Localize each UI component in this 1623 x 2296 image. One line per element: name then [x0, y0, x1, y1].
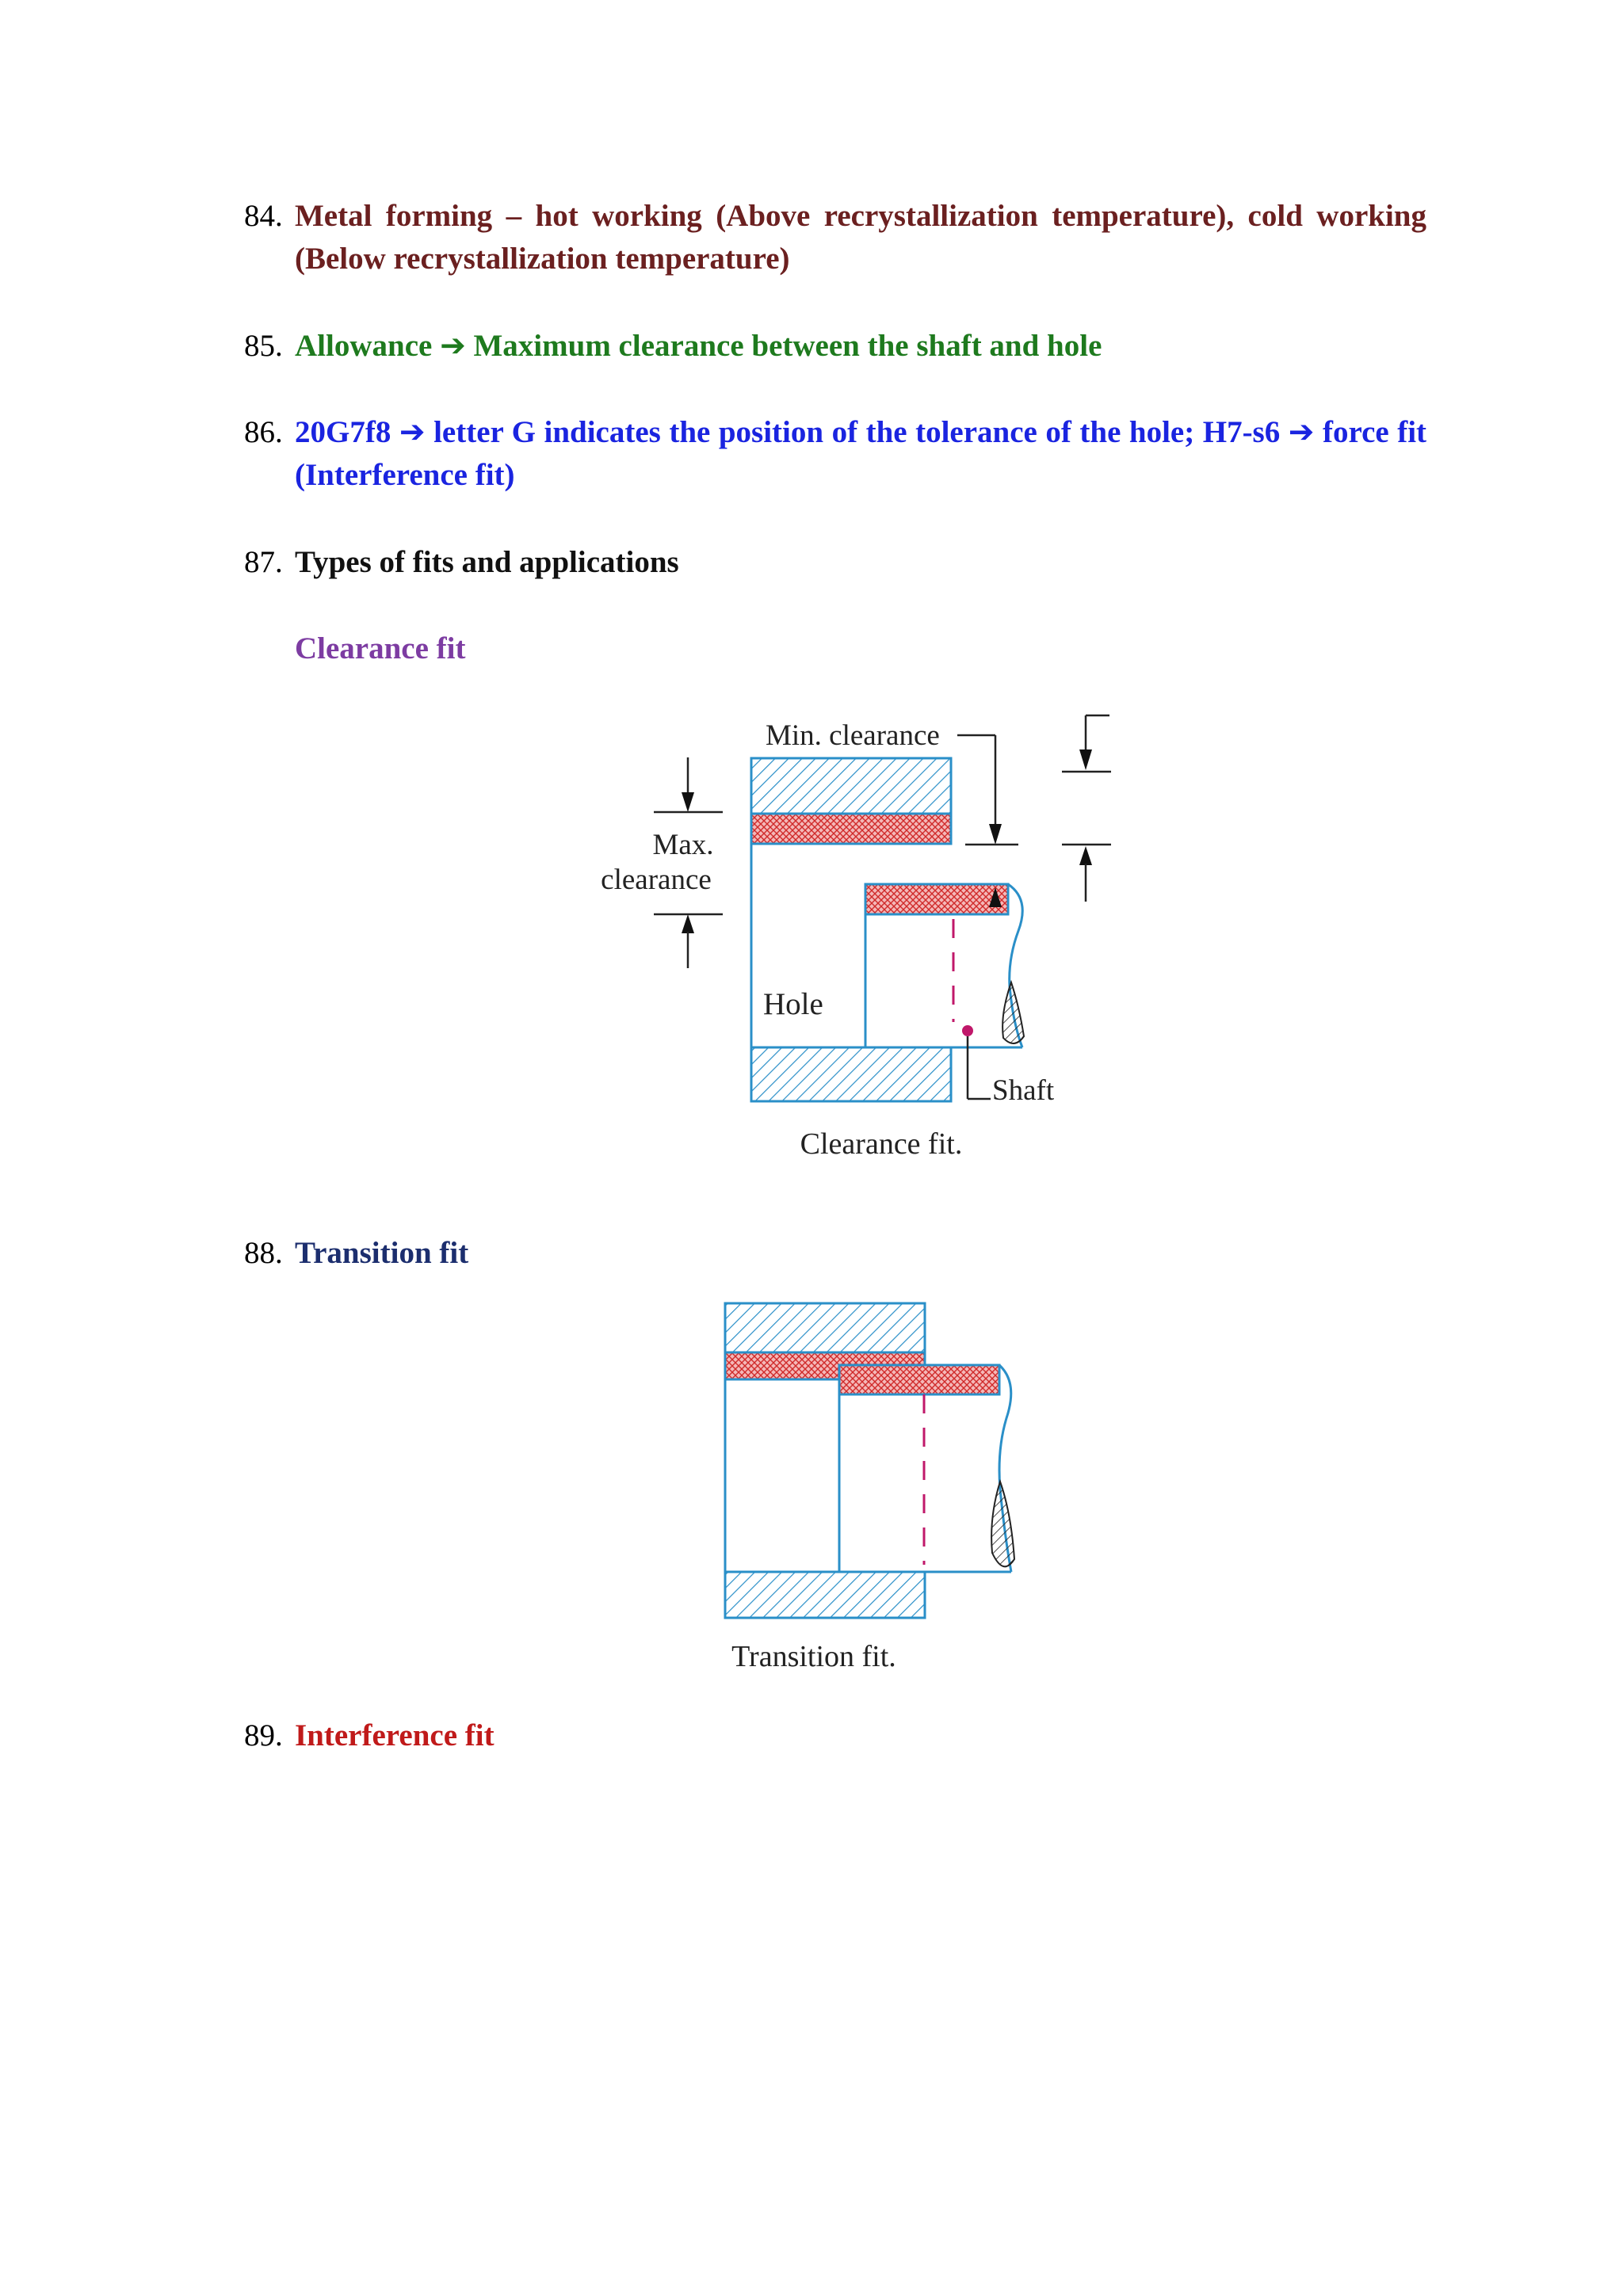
list-item-89 — [244, 1714, 1426, 1757]
subheading-clearance-fit: Clearance fit — [295, 631, 466, 666]
item-number: 89. — [244, 1718, 283, 1753]
item-term: Allowance — [295, 329, 433, 363]
item-number: 86. — [244, 415, 283, 449]
item-number: 87. — [244, 545, 283, 579]
item-text: Maximum clearance between the shaft and hole — [473, 329, 1102, 363]
arrow-icon: ➔ — [399, 414, 426, 450]
item-term: 20G7f8 — [295, 415, 391, 449]
figure-caption: Transition fit. — [731, 1640, 896, 1673]
shaft-break-section — [1002, 982, 1024, 1043]
list-item-88 — [244, 1232, 1426, 1275]
item-text: Transition fit — [295, 1236, 469, 1270]
arrow-icon: ➔ — [1288, 414, 1315, 450]
clearance-label: clearance — [601, 864, 712, 896]
list-item-87 — [244, 541, 1426, 584]
hole-tolerance-zone — [751, 814, 951, 844]
list-item-86 — [244, 411, 1426, 497]
list-item-85 — [244, 325, 1426, 368]
shaft-break-section — [991, 1482, 1014, 1566]
shaft-tolerance-zone — [865, 884, 1008, 914]
max-label: Max. — [652, 829, 714, 861]
item-number: 84. — [244, 199, 283, 233]
item-number: 88. — [244, 1236, 283, 1270]
center-point — [962, 1025, 973, 1036]
shaft-label: Shaft — [992, 1074, 1055, 1107]
item-number: 85. — [244, 329, 283, 363]
clearance-fit-diagram — [586, 697, 1125, 1173]
item-text-a: letter G indicates the position of the tolerance of the hole; H7-s6 — [433, 415, 1281, 449]
min-clearance-label: Min. clearance — [766, 719, 940, 752]
item-text-b: force fit (Interference fit) — [295, 415, 1427, 492]
shaft-tolerance-zone — [839, 1365, 999, 1394]
transition-fit-diagram — [697, 1291, 1046, 1688]
list-item-84 — [244, 195, 1426, 280]
figure-caption: Clearance fit. — [800, 1127, 963, 1161]
item-text: Metal forming – hot working (Above recrystallization temperature), cold working (Below recrystallization temperature) — [295, 199, 1426, 276]
arrow-icon: ➔ — [440, 328, 466, 364]
item-text: Interference fit — [295, 1718, 495, 1753]
item-text: Types of fits and applications — [295, 545, 679, 579]
hole-label: Hole — [763, 987, 823, 1021]
